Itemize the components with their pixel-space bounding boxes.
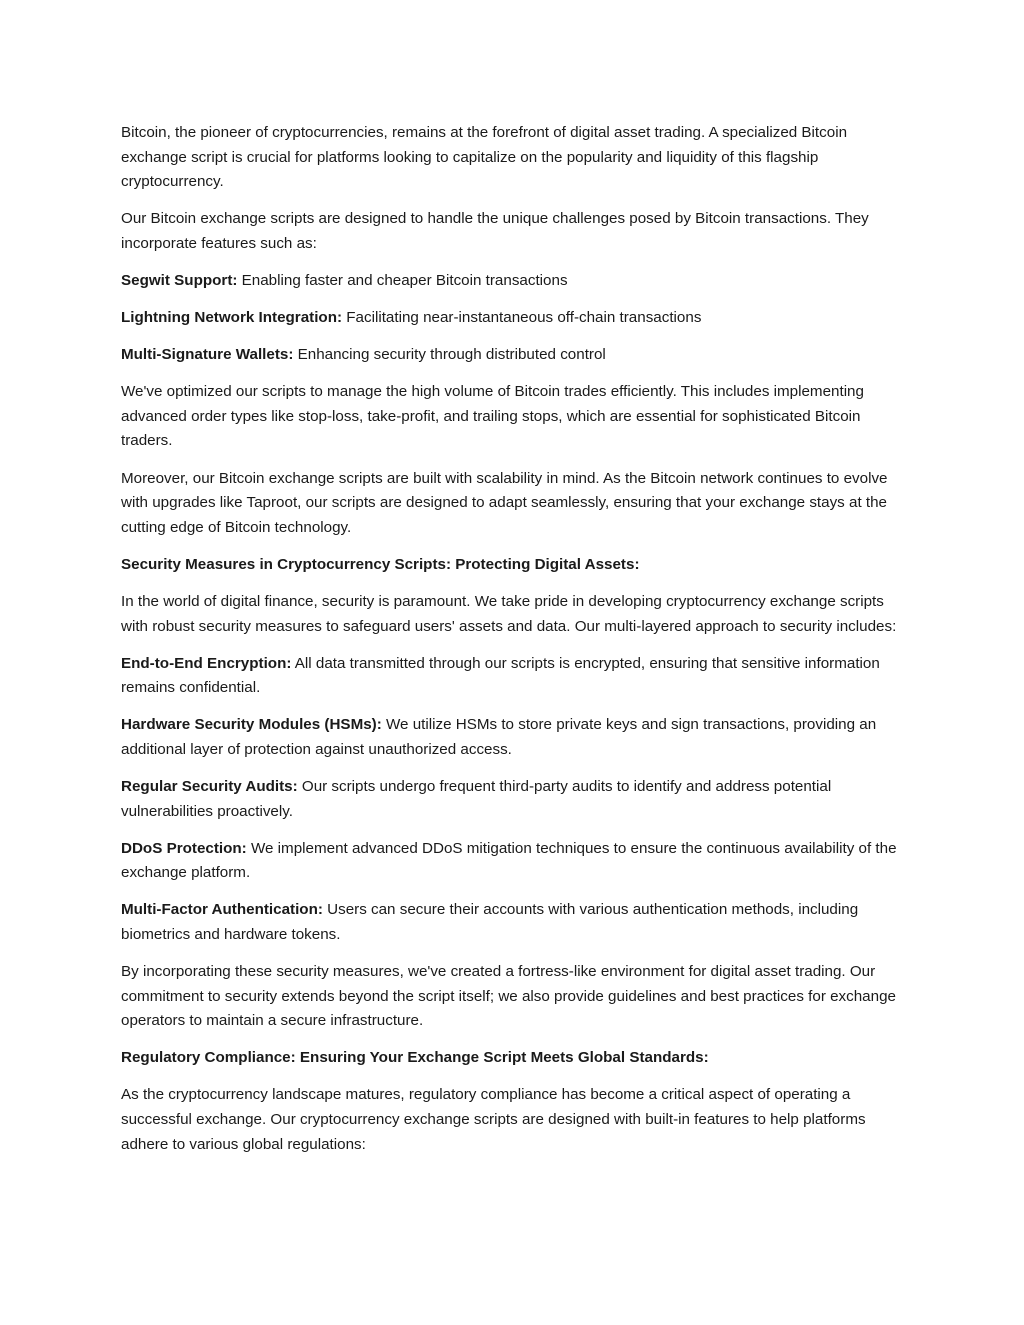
compliance-intro-paragraph: As the cryptocurrency landscape matures, regulatory compliance has become a critical aspect of operating a successful exchange. Our cryptocurrency exchange scripts are designed with built-in features to help platforms adhere to various global regulations: — [121, 1086, 866, 1153]
intro-paragraph: Bitcoin, the pioneer of cryptocurrencies, remains at the forefront of digital asset trading. A specialized Bitcoin exchange script is crucial for platforms looking to capitalize on the popularity and liquidity of this flagship cryptocurrency. — [121, 124, 848, 191]
security-summary-paragraph: By incorporating these security measures, we've created a fortress-like environment for digital asset trading. Our commitment to security extends beyond the script itself; we also provide guidelines and best practices for exchange operators to maintain a secure infrastructure. — [121, 963, 896, 1030]
security-encryption: End-to-End Encryption: All data transmitted through our scripts is encrypted, ensuring that sensitive information remains confidential. — [121, 654, 880, 697]
security-mfa: Multi-Factor Authentication: Users can secure their accounts with various authentication methods, including biometrics and hardware tokens. — [121, 901, 859, 943]
security-hsm-label: Hardware Security Modules (HSMs): — [121, 716, 382, 734]
compliance-heading: Regulatory Compliance: Ensuring Your Exchange Script Meets Global Standards: — [121, 1049, 709, 1067]
feature-lightning-label: Lightning Network Integration: — [121, 309, 343, 327]
feature-multisig-label: Multi-Signature Wallets: — [121, 346, 294, 364]
feature-multisig: Multi-Signature Wallets: Enhancing security through distributed control — [121, 346, 606, 364]
security-mfa-label: Multi-Factor Authentication: — [121, 901, 323, 919]
scalability-paragraph: Moreover, our Bitcoin exchange scripts are built with scalability in mind. As the Bitcoin network continues to evolve with upgrades like Taproot, our scripts are designed to adapt seamlessly, ensuring that your exchange stays at the cutting edge of Bitcoin technology. — [121, 469, 888, 536]
security-audits-label: Regular Security Audits: — [121, 777, 298, 795]
document-page — [121, 121, 907, 1170]
security-heading: Security Measures in Cryptocurrency Scripts: Protecting Digital Assets: — [121, 555, 640, 573]
security-encryption-label: End-to-End Encryption: — [121, 654, 292, 672]
feature-lightning: Lightning Network Integration: Facilitating near-instantaneous off-chain transactions — [121, 309, 702, 327]
feature-segwit-label: Segwit Support: — [121, 271, 238, 289]
security-audits: Regular Security Audits: Our scripts undergo frequent third-party audits to identify and address potential vulnerabilities proactively. — [121, 777, 832, 820]
security-intro-paragraph: In the world of digital finance, security is paramount. We take pride in developing cryptocurrency exchange scripts with robust security measures to safeguard users' assets and data. Our multi-layered approach to security includes: — [121, 592, 897, 635]
security-hsm: Hardware Security Modules (HSMs): We utilize HSMs to store private keys and sign transactions, providing an additional layer of protection against unauthorized access. — [121, 716, 877, 758]
security-ddos: DDoS Protection: We implement advanced DDoS mitigation techniques to ensure the continuous availability of the exchange platform. — [121, 839, 897, 882]
feature-segwit: Segwit Support: Enabling faster and cheaper Bitcoin transactions — [121, 271, 568, 289]
features-intro-paragraph: Our Bitcoin exchange scripts are designed to handle the unique challenges posed by Bitcoin transactions. They incorporate features such as: — [121, 210, 869, 252]
security-ddos-label: DDoS Protection: — [121, 839, 247, 857]
optimization-paragraph: We've optimized our scripts to manage the high volume of Bitcoin trades efficiently. This includes implementing advanced order types like stop-loss, take-profit, and trailing stops, which are essential for sophisticated Bitcoin traders. — [121, 383, 864, 450]
